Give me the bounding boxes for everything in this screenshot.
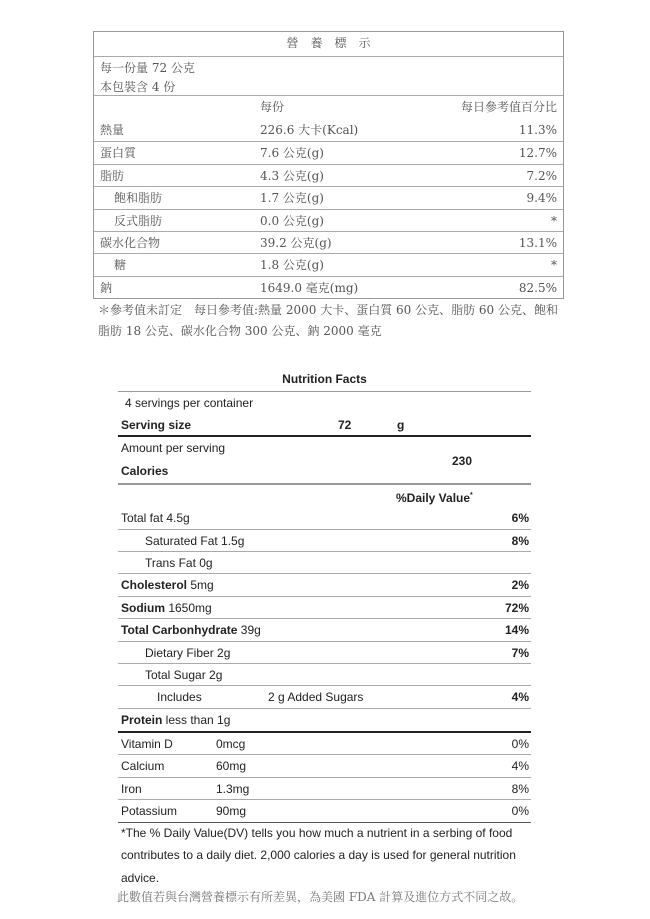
en-row-rest: Trans Fat 0g [145, 555, 213, 570]
en-row-bold: Total Carbonhydrate [121, 623, 238, 638]
en-row [118, 574, 531, 596]
tw-row-dv: 12.7% [518, 146, 557, 161]
tw-row-name: 糖 [114, 258, 127, 273]
en-row-rest: 1650mg [165, 600, 212, 615]
en-row [118, 642, 531, 664]
tw-row-dv: 82.5% [518, 280, 557, 295]
vitamin-dv: 0% [511, 737, 529, 752]
en-dv-header-text: %Daily Value [396, 490, 471, 505]
en-row-name [145, 530, 244, 552]
tw-row-amount: 7.6 公克(g) [260, 146, 324, 161]
tw-row-amount: 1.7 公克(g) [260, 191, 324, 206]
en-row-dv: 7% [511, 645, 529, 660]
tw-row-name: 脂肪 [100, 168, 125, 183]
tw-serving-info [94, 56, 563, 95]
en-row [118, 686, 531, 708]
en-row-name [121, 574, 214, 596]
vitamin-amount: 90mg [216, 804, 247, 819]
en-servings-row [118, 392, 531, 414]
tw-row-dv: 13.1% [518, 235, 557, 250]
en-row-name [145, 664, 222, 686]
en-row-extra: 2 g Added Sugars [268, 690, 364, 705]
en-row-rest: 39g [237, 623, 261, 638]
tw-row-name: 熱量 [100, 123, 125, 137]
tw-row [94, 186, 563, 208]
en-row [118, 552, 531, 574]
en-title: Nutrition Facts [118, 366, 531, 392]
en-row-dv: 72% [504, 600, 529, 615]
tw-servings: 本包裝含 4 份 [100, 80, 176, 94]
en-row-bold: Sodium [121, 600, 165, 615]
tw-row [94, 164, 563, 186]
vitamin-name: Calcium [121, 759, 165, 774]
tw-row [94, 231, 563, 253]
en-row-name [121, 507, 190, 529]
en-row-dv: 2% [511, 578, 529, 593]
tw-row-name: 飽和脂肪 [114, 191, 163, 206]
en-row-dv: 4% [511, 690, 529, 705]
vitamin-dv: 0% [511, 804, 529, 819]
vitamin-dv: 4% [511, 759, 529, 774]
vitamin-row [118, 755, 531, 777]
en-servings: 4 servings per container [125, 396, 254, 410]
en-row-dv: 8% [511, 533, 529, 548]
en-row-rest: 5mg [187, 578, 214, 593]
tw-row-name: 鈉 [100, 280, 113, 295]
vitamin-amount: 60mg [216, 759, 247, 774]
en-row [118, 530, 531, 552]
tw-row [94, 209, 563, 231]
tw-row-dv: 7.2% [526, 168, 557, 183]
tw-title-text: 營 養 標 示 [286, 36, 371, 50]
en-row-name [157, 686, 202, 708]
tw-col-dv: 每日參考值百分比 [460, 100, 557, 114]
en-footnote: *The % Daily Value(DV) tells you how much a nutrient in a serbing of food contributes to a daily diet. 2,000 calories a day is used for general nutrition advice. [121, 826, 516, 885]
tw-row-name: 反式脂肪 [114, 213, 163, 228]
tw-row-amount: 0.0 公克(g) [260, 213, 324, 228]
en-row-rest: Includes [157, 690, 202, 705]
tw-row [94, 276, 563, 298]
vitamin-amount: 0mcg [216, 737, 246, 752]
en-dv-header [396, 485, 473, 509]
vitamin-amount: 1.3mg [216, 781, 250, 796]
en-calories-value: 230 [452, 453, 473, 468]
en-row-rest: Dietary Fiber 2g [145, 645, 231, 660]
en-row-rest: Saturated Fat 1.5g [145, 533, 245, 548]
vitamin-name: Vitamin D [121, 737, 173, 752]
en-row-bold: Protein [121, 712, 163, 727]
tw-row-dv: 11.3% [518, 123, 557, 137]
en-serving-size-unit: g [397, 418, 405, 433]
tw-row-amount: 4.3 公克(g) [260, 168, 324, 183]
en-row [118, 619, 531, 641]
en-row [118, 597, 531, 619]
en-serving-size-value: 72 [338, 418, 352, 433]
en-row-name [121, 597, 212, 619]
en-amount-label: Amount per serving [121, 440, 226, 455]
tw-row-name: 碳水化合物 [100, 235, 161, 250]
tw-header [94, 95, 563, 119]
tw-row-amount: 39.2 公克(g) [260, 235, 332, 250]
en-row-name [145, 552, 213, 574]
en-row [118, 507, 531, 529]
tw-row-amount: 1.8 公克(g) [260, 258, 324, 273]
en-row-name [121, 709, 230, 731]
en-row [118, 664, 531, 686]
vitamin-name: Potassium [121, 804, 178, 819]
en-row-rest: Total Sugar 2g [145, 667, 223, 682]
tw-row [94, 141, 563, 163]
en-row-name [145, 642, 230, 664]
tw-row-dv: * [551, 258, 557, 273]
tw-row-amount: 226.6 大卡(Kcal) [260, 123, 359, 137]
en-row-dv: 14% [504, 623, 529, 638]
tw-row-dv: * [551, 213, 557, 228]
tw-row-amount: 1649.0 毫克(mg) [260, 280, 359, 295]
en-calories-label: Calories [121, 463, 169, 478]
en-calories-row [118, 437, 531, 485]
vitamin-row [118, 778, 531, 800]
en-dv-header-row [118, 485, 531, 507]
en-row-rest: Total fat 4.5g [121, 511, 190, 526]
vitamin-name: Iron [121, 781, 142, 796]
tw-title [94, 32, 563, 56]
vitamin-row [118, 733, 531, 755]
tw-row [94, 253, 563, 275]
tw-row-name: 蛋白質 [100, 146, 137, 161]
en-serving-size-row [118, 414, 531, 436]
vitamin-row [118, 800, 531, 822]
tw-footnote: ＊參考值未訂定 每日參考值:熱量 2000 大卡、蛋白質 60 公克、脂肪 60 公克、飽和脂肪 18 公克、碳水化合物 300 公克、鈉 2000 毫克 [98, 303, 559, 338]
en-dv-mark: * [470, 491, 473, 499]
en-row-bold: Cholesterol [121, 578, 188, 593]
en-row-name [121, 619, 261, 641]
en-row-rest: less than 1g [162, 712, 231, 727]
tw-nutrition-table [93, 31, 564, 299]
tw-serving: 每一份量 72 公克 [100, 61, 195, 75]
cn-note: 此數值若與台灣營養標示有所差異，為美國 FDA 計算及進位方式不同之故。 [117, 890, 524, 904]
en-row-dv: 6% [511, 511, 529, 526]
us-nutrition-facts [118, 366, 531, 823]
tw-row [94, 119, 563, 141]
en-row [118, 709, 531, 731]
vitamin-dv: 8% [511, 781, 529, 796]
en-serving-size-label: Serving size [121, 418, 192, 433]
tw-col-per: 每份 [260, 100, 285, 114]
tw-row-dv: 9.4% [526, 191, 557, 206]
